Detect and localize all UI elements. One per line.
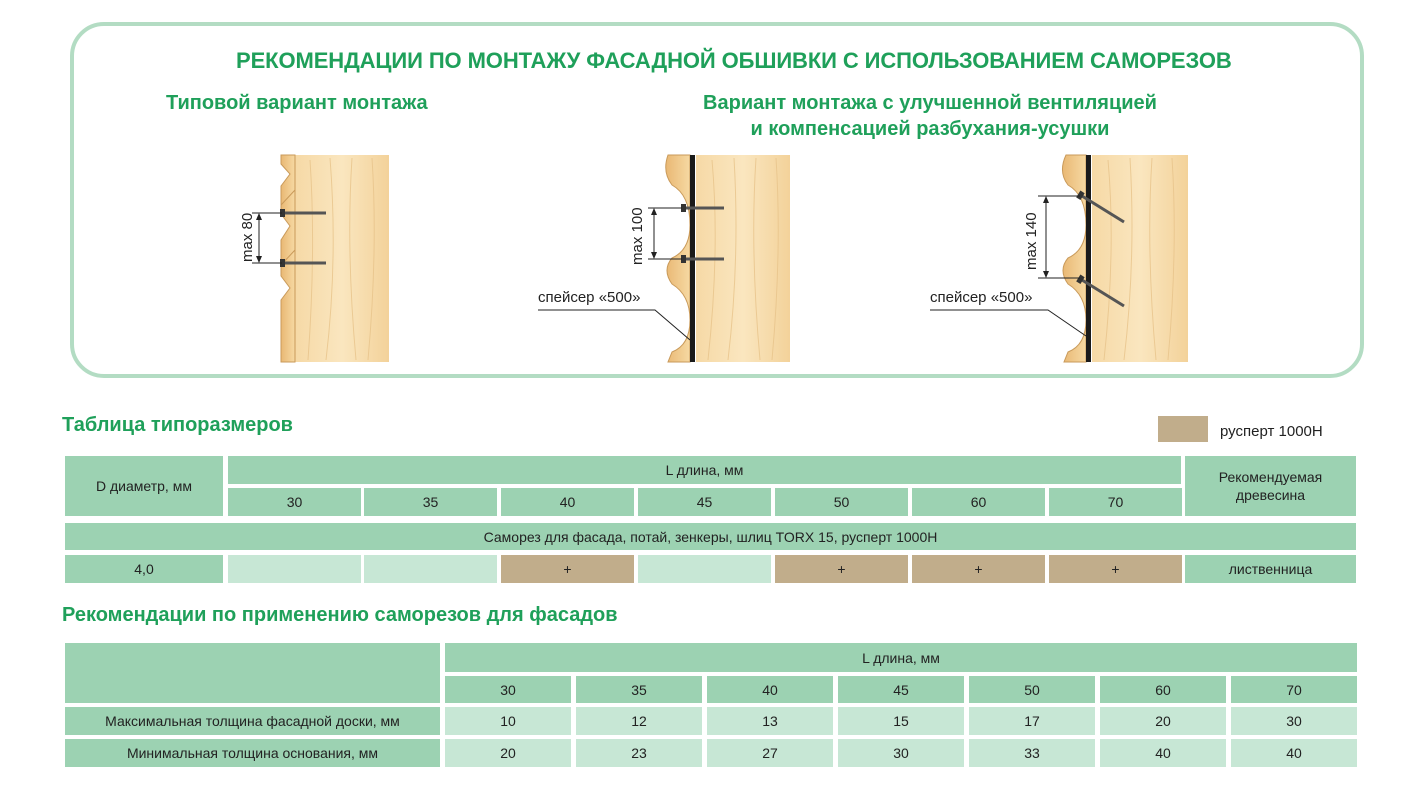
- typical-mounting-diagram: [239, 155, 389, 362]
- improved-mounting-diagram-1: [538, 155, 790, 362]
- length-header-35: 35: [364, 488, 497, 516]
- availability-cell-35: [364, 555, 497, 583]
- diameter-value: 4,0: [65, 555, 223, 583]
- availability-cell-50: +: [775, 555, 908, 583]
- usage-value-cell: 17: [969, 707, 1095, 735]
- usage-value-cell: 20: [1100, 707, 1226, 735]
- spacer-leader-3: [930, 310, 1086, 336]
- main-title: РЕКОМЕНДАЦИИ ПО МОНТАЖУ ФАСАДНОЙ ОБШИВКИ С ИСПОЛЬЗОВАНИЕМ САМОРЕЗОВ: [236, 48, 1232, 73]
- length-header-60: 60: [912, 488, 1045, 516]
- improved-mounting-diagram-2: [930, 155, 1188, 362]
- availability-cell-70: +: [1049, 555, 1182, 583]
- usage-value-cell: 40: [1100, 739, 1226, 767]
- length-header-45: 45: [638, 488, 771, 516]
- usage-value-cell: 33: [969, 739, 1095, 767]
- sizes-table-title: Таблица типоразмеров: [62, 414, 293, 436]
- improved-title-line-1: Вариант монтажа с улучшенной вентиляцией: [703, 92, 1157, 114]
- dimension-label-1: max 80: [239, 212, 256, 262]
- legend-swatch: [1158, 416, 1208, 442]
- usage-length-45: 45: [838, 676, 964, 703]
- length-header-70: 70: [1049, 488, 1182, 516]
- spacer-3: [1086, 155, 1091, 362]
- col-diameter-header: D диаметр, мм: [65, 456, 223, 516]
- length-header-50: 50: [775, 488, 908, 516]
- usage-value-cell: 20: [445, 739, 571, 767]
- usage-value-cell: 10: [445, 707, 571, 735]
- usage-value-cell: 30: [838, 739, 964, 767]
- usage-length-header: L длина, мм: [445, 643, 1357, 672]
- usage-value-cell: 15: [838, 707, 964, 735]
- dimension-label-2: max 100: [629, 207, 646, 265]
- length-header-30: 30: [228, 488, 361, 516]
- availability-cell-40: +: [501, 555, 634, 583]
- usage-corner-cell: [65, 643, 440, 703]
- improved-title-line-2: и компенсацией разбухания-усушки: [750, 118, 1110, 140]
- usage-value-cell: 23: [576, 739, 702, 767]
- usage-length-60: 60: [1100, 676, 1226, 703]
- spacer-leader-2: [538, 310, 690, 340]
- usage-row-label: Минимальная толщина основания, мм: [65, 739, 440, 767]
- usage-value-cell: 27: [707, 739, 833, 767]
- usage-length-30: 30: [445, 676, 571, 703]
- base-wood-1: [295, 155, 389, 362]
- col-length-header: L длина, мм: [228, 456, 1181, 484]
- usage-table-title: Рекомендации по применению саморезов для фасадов: [62, 604, 618, 626]
- usage-value-cell: 30: [1231, 707, 1357, 735]
- availability-cell-60: +: [912, 555, 1045, 583]
- legend-label: русперт 1000Н: [1220, 423, 1323, 440]
- product-description: Саморез для фасада, потай, зенкеры, шлиц TORX 15, русперт 1000Н: [65, 523, 1356, 550]
- spacer-label-3: спейсер «500»: [930, 289, 1033, 306]
- availability-cell-30: [228, 555, 361, 583]
- length-header-40: 40: [501, 488, 634, 516]
- wood-value: лиственница: [1185, 555, 1356, 583]
- col-wood-header: Рекомендуемая древесина: [1185, 456, 1356, 516]
- facade-board-1: [281, 155, 295, 362]
- usage-value-cell: 13: [707, 707, 833, 735]
- usage-row-label: Максимальная толщина фасадной доски, мм: [65, 707, 440, 735]
- usage-length-40: 40: [707, 676, 833, 703]
- dimension-label-3: max 140: [1023, 212, 1040, 270]
- usage-length-70: 70: [1231, 676, 1357, 703]
- usage-value-cell: 12: [576, 707, 702, 735]
- spacer-label-2: спейсер «500»: [538, 289, 641, 306]
- typical-variant-title: Типовой вариант монтажа: [166, 92, 428, 114]
- facade-board-3: [1062, 155, 1086, 362]
- usage-length-35: 35: [576, 676, 702, 703]
- availability-cell-45: [638, 555, 771, 583]
- usage-value-cell: 40: [1231, 739, 1357, 767]
- usage-length-50: 50: [969, 676, 1095, 703]
